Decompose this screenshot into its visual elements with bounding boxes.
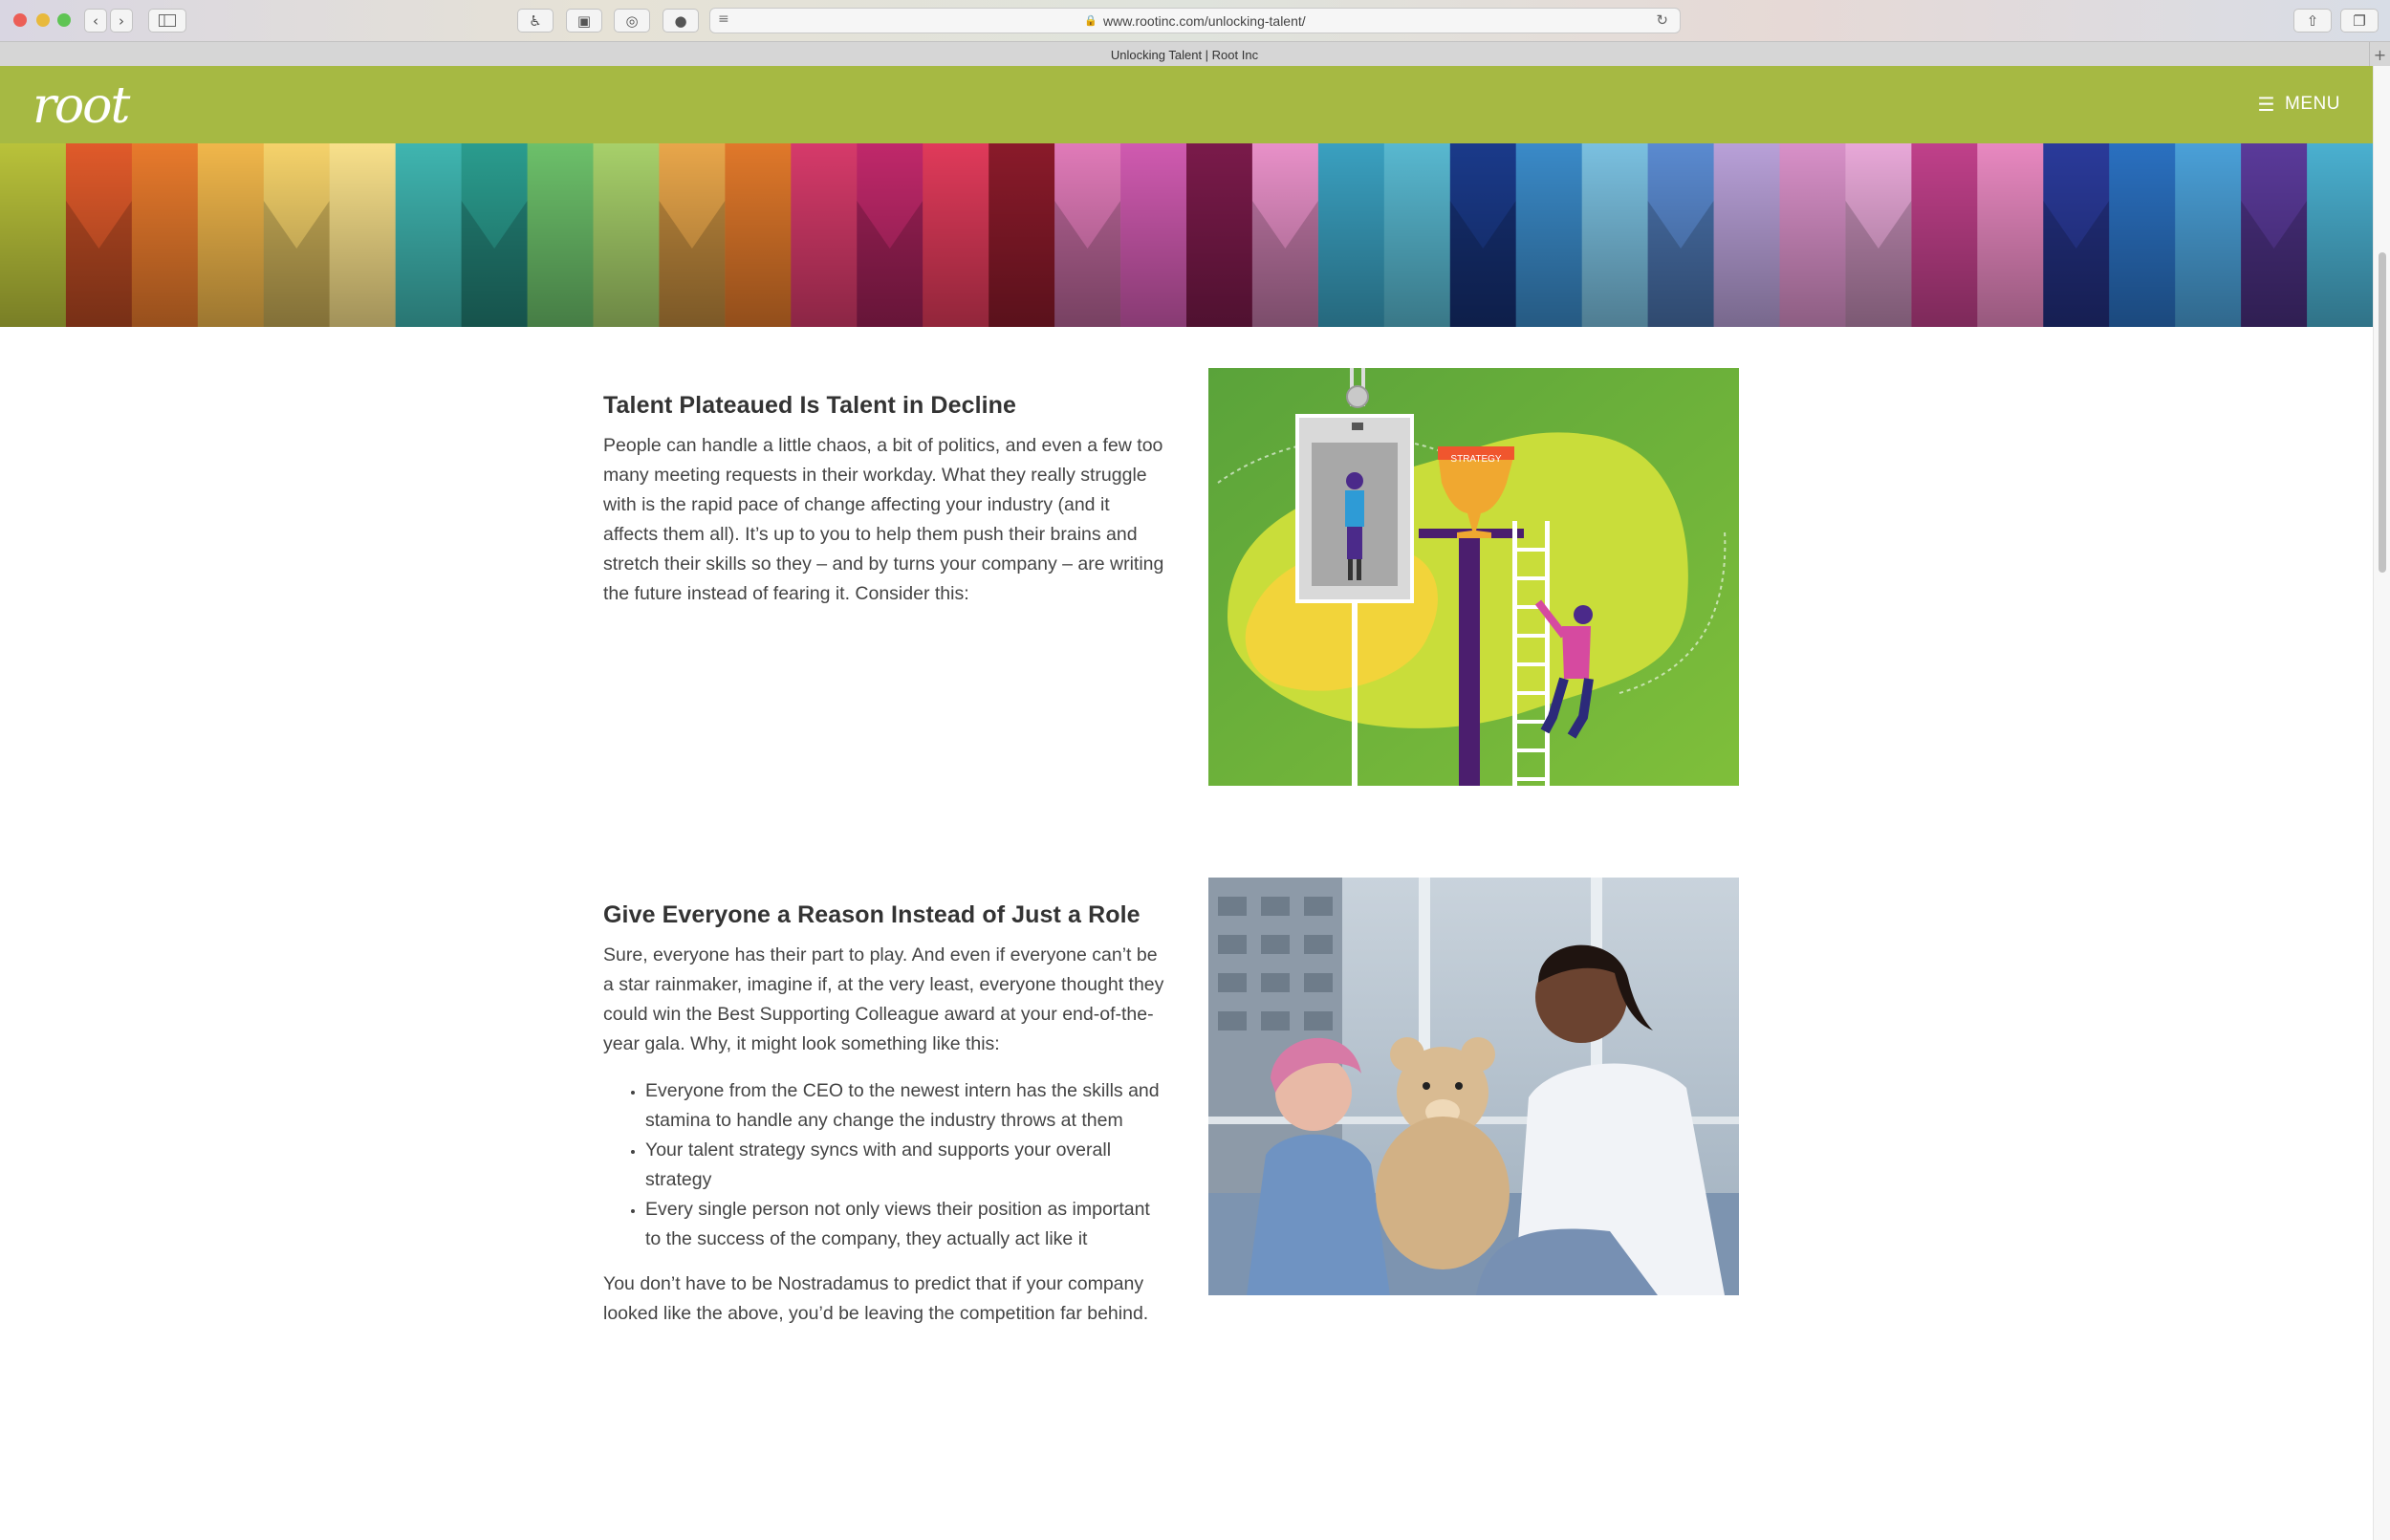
- address-bar[interactable]: [709, 8, 1681, 33]
- list-item: • Every single person not only views their position as important to the success of the company, they actually act like it: [645, 1195, 1167, 1254]
- section-heading: Give Everyone a Reason Instead of Just a Role: [603, 901, 1141, 928]
- browser-chrome: [0, 0, 2390, 66]
- hero-image: [0, 143, 2373, 327]
- chevron-left-icon: ‹: [93, 11, 98, 30]
- back-button[interactable]: [84, 9, 107, 33]
- chevron-right-icon: ›: [119, 11, 124, 30]
- lock-icon: 🔒: [1084, 14, 1098, 27]
- benefits-list: [645, 1076, 1167, 1254]
- section-give-everyone-a-reason: [603, 901, 1167, 1329]
- tabs-overview-button[interactable]: [2340, 9, 2379, 33]
- menu-button[interactable]: [2258, 93, 2340, 116]
- password-manager-icon: ◎: [625, 11, 639, 30]
- reader-view-icon[interactable]: ≡: [718, 11, 729, 27]
- scroll-thumb[interactable]: [2379, 252, 2386, 573]
- extension-button-1[interactable]: [517, 9, 554, 33]
- hamburger-icon: ☰: [2257, 93, 2276, 116]
- site-header: [0, 66, 2373, 143]
- list-item: • Your talent strategy syncs with and supports your overall strategy: [645, 1136, 1167, 1195]
- strategy-illustration: [1208, 368, 1739, 786]
- reload-icon[interactable]: ↻: [1656, 11, 1668, 29]
- tab-title: Unlocking Talent | Root Inc: [1110, 47, 1259, 62]
- section-heading: Talent Plateaued Is Talent in Decline: [603, 392, 1017, 419]
- sidebar-icon: [159, 14, 176, 27]
- extension-button-3[interactable]: [614, 9, 650, 33]
- section-intro: Sure, everyone has their part to play. And even if everyone can’t be a star rainmaker, imagine if, at the very least, everyone thought they could win the Best Supporting Colleague award at your end-of-the-year gala. Why, it might look something like this:: [603, 944, 1164, 1054]
- plus-icon: +: [2373, 45, 2387, 64]
- hero-banner: [0, 143, 2373, 327]
- minimize-window-button[interactable]: [36, 13, 50, 27]
- extension-button-4[interactable]: [663, 9, 699, 33]
- browser-toolbar: [0, 0, 2390, 40]
- extension-button-2[interactable]: [566, 9, 602, 33]
- tab-bar: [0, 41, 2390, 66]
- sidebar-toggle-button[interactable]: [148, 9, 186, 33]
- section-outro: You don’t have to be Nostradamus to predict that if your company looked like the above, you’d be leaving the competition far behind.: [603, 1273, 1149, 1324]
- new-tab-button[interactable]: [2369, 42, 2390, 67]
- nurse-and-child-photo: [1208, 878, 1739, 1295]
- site-logo[interactable]: root: [33, 77, 129, 135]
- forward-button[interactable]: [110, 9, 133, 33]
- accessibility-icon: ♿: [529, 11, 542, 30]
- list-item: • Everyone from the CEO to the newest intern has the skills and stamina to handle any change the industry throws at them: [645, 1076, 1167, 1136]
- zoom-window-button[interactable]: [57, 13, 71, 27]
- section-talent-plateaued: [603, 392, 1167, 609]
- menu-label: MENU: [2285, 94, 2340, 114]
- trophy-label: STRATEGY: [1450, 454, 1502, 465]
- page-scrollbar[interactable]: [2373, 66, 2390, 1540]
- share-button[interactable]: [2293, 9, 2332, 33]
- clipboard-icon: ▣: [576, 11, 592, 30]
- close-window-button[interactable]: [13, 13, 27, 27]
- share-icon: ⇧: [2306, 11, 2319, 30]
- url-text: www.rootinc.com/unlocking-talent/: [1103, 12, 1306, 29]
- tabs-icon: ❐: [2353, 11, 2366, 30]
- lightbulb-icon: ●: [674, 11, 687, 30]
- active-tab[interactable]: [0, 42, 2369, 67]
- section-body: People can handle a little chaos, a bit of politics, and even a few too many meeting requests in their workday. What they really struggle with is the rapid pace of change affecting your industry (and it affects them all). It’s up to you to help them push their brains and stretch their skills so they – and by turns your company – are writing the future instead of fearing it. Consider this:: [603, 435, 1164, 604]
